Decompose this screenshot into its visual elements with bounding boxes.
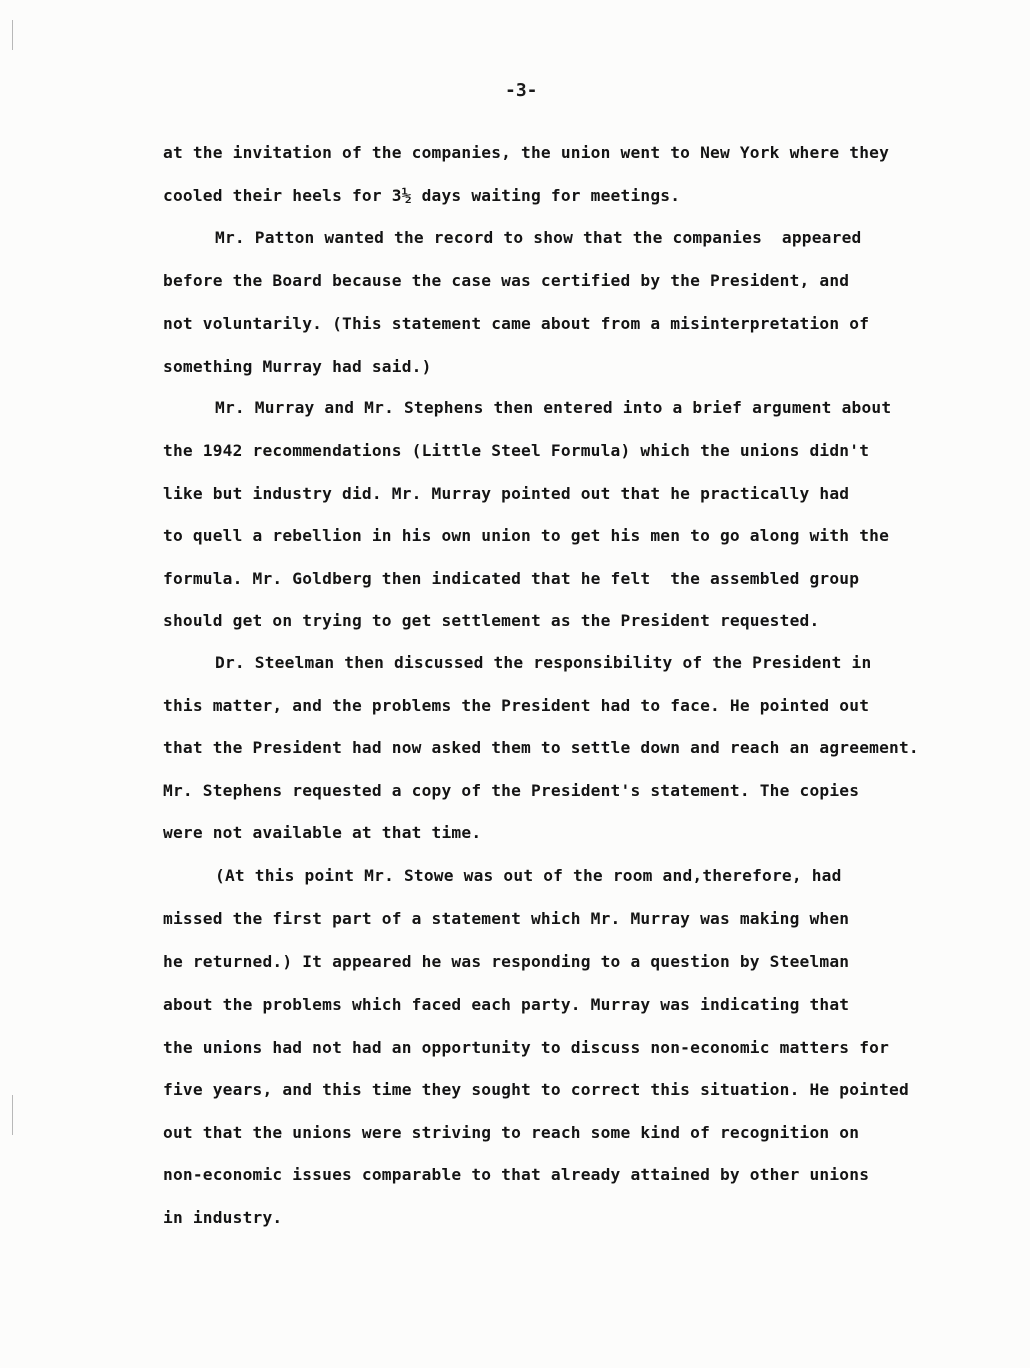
text-line: were not available at that time. [163, 823, 482, 842]
text-line: (At this point Mr. Stowe was out of the room and,therefore, had [215, 866, 842, 885]
text-line: like but industry did. Mr. Murray pointed out that he practically had [163, 484, 850, 503]
text-line: about the problems which faced each party. Murray was indicating that [163, 995, 850, 1014]
scan-edge-mark [12, 20, 13, 50]
text-line: at the invitation of the companies, the union went to New York where they [163, 143, 890, 162]
text-line: missed the first part of a statement which Mr. Murray was making when [163, 909, 850, 928]
text-line: that the President had now asked them to settle down and reach an agreement. [163, 738, 919, 757]
text-line: should get on trying to get settlement as the President requested. [163, 611, 820, 630]
text-line: Mr. Stephens requested a copy of the President's statement. The copies [163, 781, 860, 800]
text-line: this matter, and the problems the President had to face. He pointed out [163, 696, 870, 715]
text-line: something Murray had said.) [163, 357, 432, 376]
text-line: non-economic issues comparable to that already attained by other unions [163, 1165, 870, 1184]
text-line: five years, and this time they sought to correct this situation. He pointed [163, 1080, 909, 1099]
text-line: not voluntarily. (This statement came about from a misinterpretation of [163, 314, 870, 333]
text-line: in industry. [163, 1208, 283, 1227]
text-line: before the Board because the case was certified by the President, and [163, 271, 850, 290]
text-line: he returned.) It appeared he was responding to a question by Steelman [163, 952, 850, 971]
text-line: Dr. Steelman then discussed the responsibility of the President in [215, 653, 872, 672]
text-line: Mr. Murray and Mr. Stephens then entered into a brief argument about [215, 398, 892, 417]
text-line: the unions had not had an opportunity to discuss non-economic matters for [163, 1038, 890, 1057]
text-line: Mr. Patton wanted the record to show that the companies appeared [215, 228, 862, 247]
text-line: cooled their heels for 3½ days waiting for meetings. [163, 186, 681, 205]
scan-edge-mark [12, 1095, 13, 1135]
text-line: to quell a rebellion in his own union to get his men to go along with the [163, 526, 890, 545]
text-line: formula. Mr. Goldberg then indicated that he felt the assembled group [163, 569, 860, 588]
page-number: -3- [505, 80, 538, 101]
text-line: the 1942 recommendations (Little Steel Formula) which the unions didn't [163, 441, 870, 460]
text-line: out that the unions were striving to reach some kind of recognition on [163, 1123, 860, 1142]
